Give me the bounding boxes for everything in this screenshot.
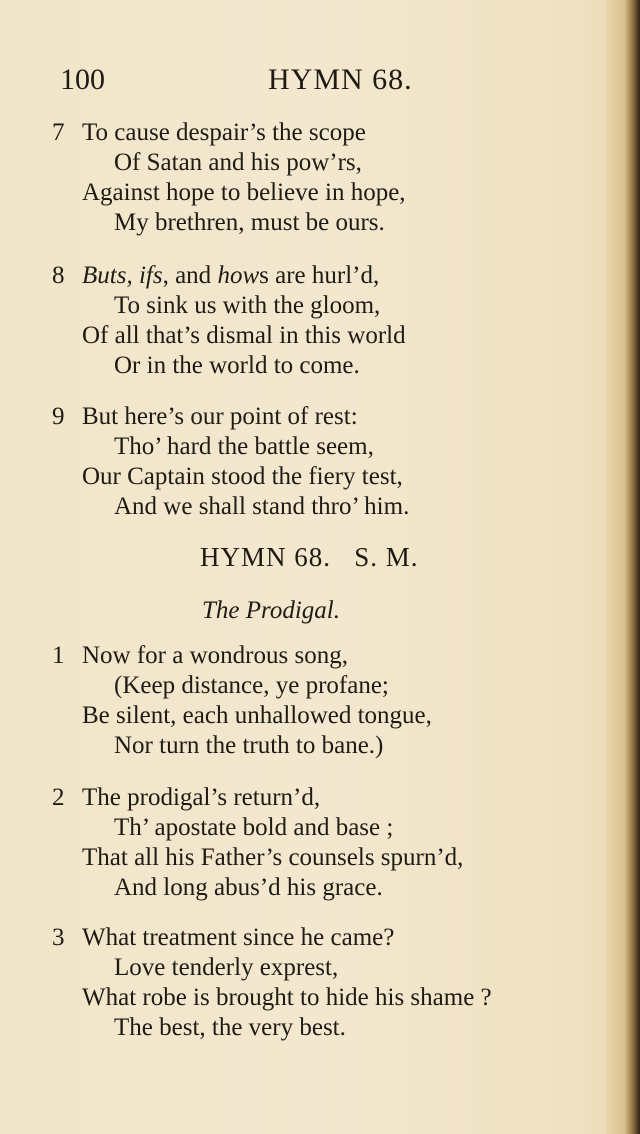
stanza-line: Tho’ hard the battle seem,: [114, 433, 374, 460]
stanza-number: 8: [52, 262, 65, 289]
stanza-line: What robe is brought to hide his shame ?: [82, 984, 492, 1011]
stanza-line: 1 Now for a wondrous song,: [52, 642, 348, 669]
stanza-line: Of Satan and his pow’rs,: [114, 149, 362, 176]
stanza-line: My brethren, must be ours.: [114, 209, 385, 236]
stanza-line: And long abus’d his grace.: [114, 874, 383, 901]
stanza-number: 1: [52, 642, 65, 669]
page-number: 100: [60, 63, 105, 96]
stanza-2: [52, 783, 612, 903]
stanza-line: Be silent, each unhallowed tongue,: [82, 702, 432, 729]
stanza-number: 2: [52, 784, 65, 811]
stanza-number: 3: [52, 924, 65, 951]
stanza-number: 9: [52, 403, 65, 430]
running-head-title: HYMN 68.: [268, 63, 413, 96]
stanza-line: Against hope to believe in hope,: [82, 179, 406, 206]
stanza-line: Or in the world to come.: [114, 352, 360, 379]
stanza-line: The best, the very best.: [114, 1014, 346, 1041]
hymn-title: HYMN 68. S. M.: [200, 542, 419, 572]
stanza-3: [52, 923, 612, 1043]
stanza-line: 7 To cause despair’s the scope: [52, 119, 366, 146]
stanza-line: 3 What treatment since he came?: [52, 924, 395, 951]
stanza-line: Th’ apostate bold and base ;: [114, 814, 394, 841]
stanza-line: Our Captain stood the fiery test,: [82, 463, 403, 490]
stanza-7: [52, 118, 612, 238]
stanza-number: 7: [52, 119, 65, 146]
hymn-subtitle: The Prodigal.: [202, 597, 340, 624]
stanza-line: That all his Father’s counsels spurn’d,: [82, 844, 464, 871]
stanza-8: [52, 261, 612, 381]
stanza-1: [52, 641, 612, 761]
stanza-line: (Keep distance, ye profane;: [114, 672, 389, 699]
stanza-line: And we shall stand thro’ him.: [114, 493, 410, 520]
stanza-line: 9 But here’s our point of rest:: [52, 403, 358, 430]
stanza-line: Love tenderly exprest,: [114, 954, 339, 981]
stanza-line: Nor turn the truth to bane.): [114, 732, 384, 759]
stanza-9: [52, 402, 612, 522]
stanza-line: To sink us with the gloom,: [114, 292, 381, 319]
stanza-line: 8 Buts, ifs, and hows are hurl’d,: [52, 262, 380, 289]
running-head: [60, 62, 560, 98]
stanza-line: Of all that’s dismal in this world: [82, 322, 406, 349]
stanza-line: 2 The prodigal’s return’d,: [52, 784, 321, 811]
